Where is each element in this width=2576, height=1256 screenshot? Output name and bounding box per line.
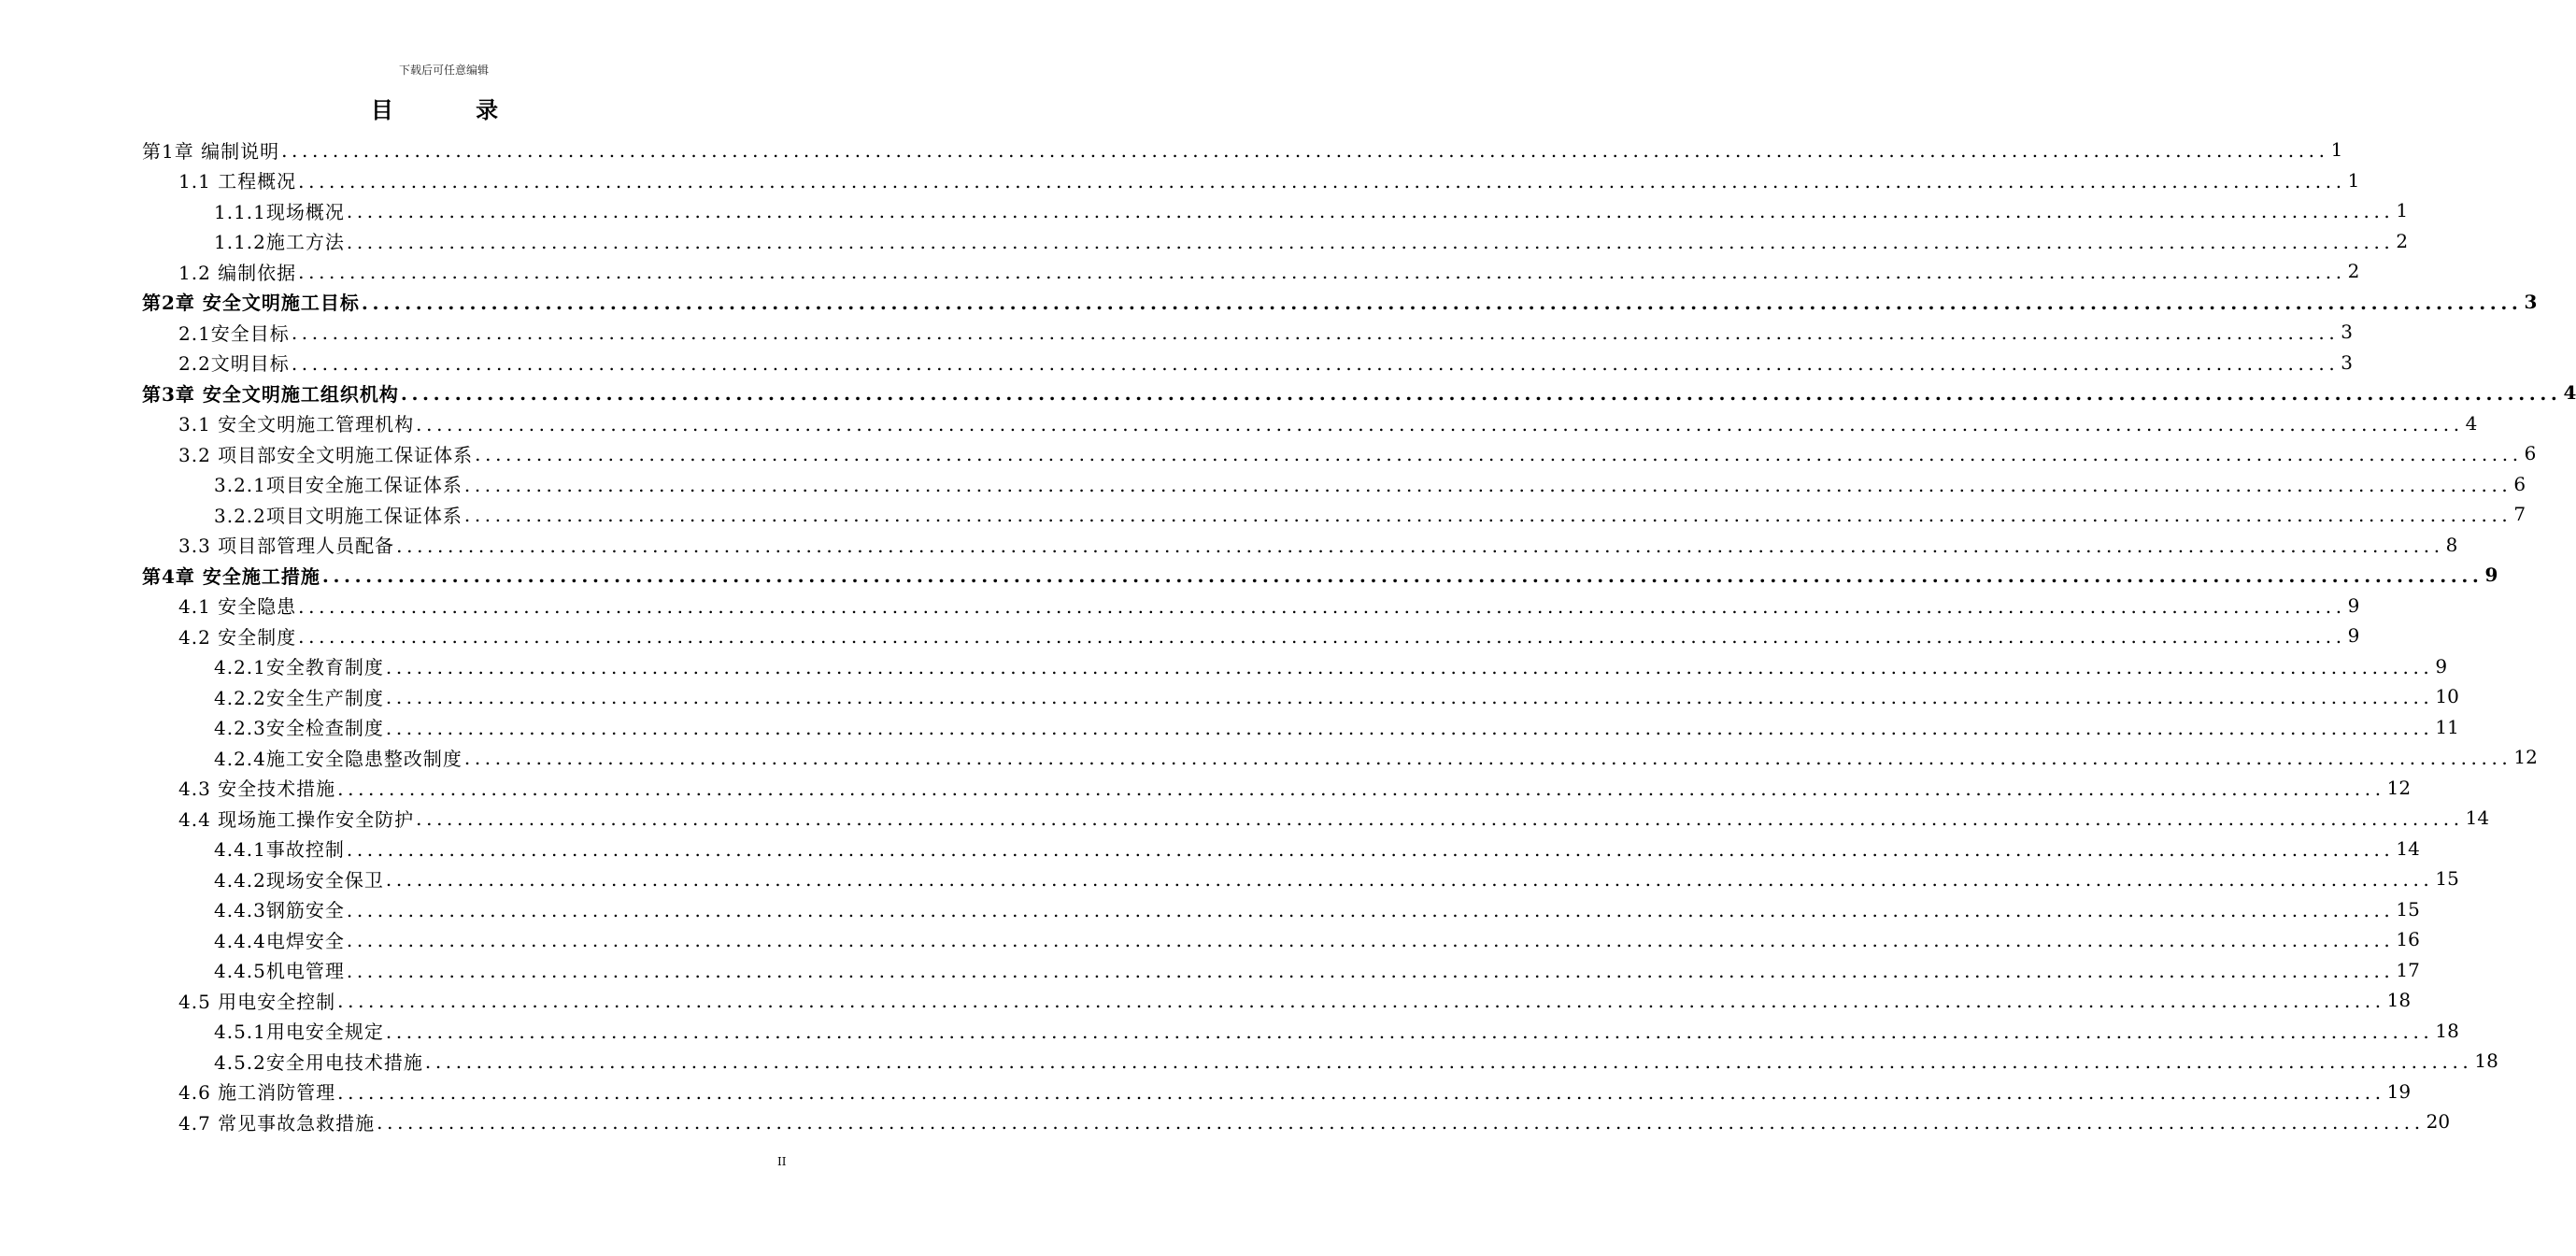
toc-entry-label: 4.4.4电焊安全 — [214, 929, 345, 952]
toc-entry[interactable] — [142, 378, 2576, 408]
toc-entry-page: 15 — [2396, 897, 2420, 921]
toc-entry[interactable] — [214, 499, 2526, 530]
toc-leader-dots: ........................................................................................................................................................................................................ — [463, 504, 2512, 527]
toc-entry-label: 4.2.2安全生产制度 — [214, 686, 384, 709]
toc-entry-page: 9 — [2484, 564, 2498, 587]
toc-entry-page: 3 — [2524, 290, 2538, 313]
toc-leader-dots: ........................................................................................................................................................................................................ — [346, 929, 2395, 952]
toc-entry-label: 第4章 安全施工措施 — [142, 564, 320, 588]
toc-entry[interactable] — [178, 1077, 2412, 1107]
toc-entry[interactable] — [214, 226, 2409, 257]
toc-entry[interactable] — [178, 530, 2458, 561]
toc-entry-page: 14 — [2396, 836, 2420, 860]
toc-entry-label: 4.2.4施工安全隐患整改制度 — [214, 747, 463, 770]
toc-entry-page: 4 — [2563, 381, 2576, 405]
toc-entry-label: 4.4 现场施工操作安全防护 — [178, 807, 415, 831]
toc-entry-label: 4.4.1事故控制 — [214, 838, 345, 862]
toc-leader-dots: ........................................................................................................................................................................................................ — [385, 655, 2434, 678]
toc-leader-dots: ........................................................................................................................................................................................................ — [346, 200, 2395, 223]
toc-leader-dots: ........................................................................................................................................................................................................ — [377, 1111, 2425, 1135]
toc-entry[interactable] — [178, 256, 2360, 287]
toc-entry-page: 12 — [2513, 746, 2538, 769]
toc-leader-dots: ........................................................................................................................................................................................................ — [346, 837, 2395, 861]
toc-entry-page: 1 — [2330, 138, 2343, 162]
toc-leader-dots: ........................................................................................................................................................................................................ — [346, 959, 2395, 982]
toc-entry[interactable] — [214, 894, 2420, 925]
toc-entry-page: 1 — [2396, 199, 2409, 222]
toc-entry-page: 9 — [2347, 624, 2360, 648]
toc-entry-label: 第3章 安全文明施工组织机构 — [142, 382, 399, 406]
toc-leader-dots: ........................................................................................................................................................................................................ — [281, 139, 2329, 163]
toc-entry-label: 1.1.1现场概况 — [214, 200, 345, 223]
toc-entry[interactable] — [214, 834, 2420, 864]
toc-entry-page: 7 — [2513, 503, 2526, 526]
toc-entry-label: 4.3 安全技术措施 — [178, 778, 336, 801]
toc-leader-dots: ........................................................................................................................................................................................................ — [346, 898, 2395, 921]
toc-entry-label: 4.1 安全隐患 — [178, 595, 297, 619]
toc-entry-label: 3.2 项目部安全文明施工保证体系 — [178, 443, 474, 466]
table-of-contents — [0, 135, 2576, 1137]
toc-entry-page: 15 — [2435, 867, 2459, 891]
toc-entry[interactable] — [214, 864, 2459, 894]
toc-leader-dots: ........................................................................................................................................................................................................ — [385, 868, 2434, 892]
toc-entry[interactable] — [214, 195, 2409, 226]
toc-entry-page: 2 — [2396, 229, 2409, 252]
toc-entry[interactable] — [178, 591, 2360, 621]
toc-entry-label: 4.2 安全制度 — [178, 625, 297, 649]
toc-entry-page: 3 — [2341, 321, 2354, 344]
toc-leader-dots: ........................................................................................................................................................................................................ — [416, 807, 2464, 831]
toc-leader-dots: ........................................................................................................................................................................................................ — [298, 261, 2346, 284]
toc-entry-label: 4.4.3钢筋安全 — [214, 899, 345, 922]
toc-entry-label: 4.5.1用电安全规定 — [214, 1020, 384, 1044]
toc-leader-dots: ........................................................................................................................................................................................................ — [291, 351, 2340, 375]
toc-entry[interactable] — [142, 135, 2343, 165]
toc-entry-page: 17 — [2396, 958, 2420, 981]
toc-entry-page: 14 — [2465, 806, 2490, 830]
toc-leader-dots: ........................................................................................................................................................................................................ — [475, 443, 2523, 466]
toc-entry-label: 3.2.2项目文明施工保证体系 — [214, 504, 463, 527]
toc-entry-page: 10 — [2435, 685, 2459, 708]
toc-entry[interactable] — [178, 438, 2537, 469]
toc-entry[interactable] — [214, 681, 2459, 712]
toc-entry-page: 9 — [2435, 654, 2448, 678]
toc-leader-dots: ........................................................................................................................................................................................................ — [337, 1080, 2385, 1104]
toc-entry[interactable] — [142, 560, 2498, 591]
toc-entry[interactable] — [214, 651, 2448, 682]
toc-entry-page: 1 — [2347, 168, 2360, 192]
toc-entry-page: 16 — [2396, 928, 2420, 951]
toc-title: 目 录 — [370, 96, 536, 123]
toc-leader-dots: ........................................................................................................................................................................................................ — [396, 534, 2444, 557]
toc-entry-page: 9 — [2347, 593, 2360, 617]
toc-entry[interactable] — [214, 469, 2526, 500]
toc-entry[interactable] — [214, 924, 2420, 955]
toc-entry-page: 6 — [2513, 472, 2526, 495]
toc-entry-label: 3.1 安全文明施工管理机构 — [178, 413, 415, 436]
toc-entry-label: 3.2.1项目安全施工保证体系 — [214, 474, 463, 497]
toc-entry-page: 4 — [2465, 411, 2478, 435]
toc-entry-page: 6 — [2524, 442, 2537, 465]
toc-entry-label: 1.2 编制依据 — [178, 261, 297, 284]
toc-leader-dots: ........................................................................................................................................................................................................ — [463, 747, 2512, 770]
toc-entry-label: 4.5 用电安全控制 — [178, 990, 336, 1013]
toc-leader-dots: ........................................................................................................................................................................................................ — [424, 1050, 2473, 1074]
toc-entry[interactable] — [214, 955, 2420, 986]
toc-leader-dots: ........................................................................................................................................................................................................ — [298, 169, 2346, 193]
toc-entry[interactable] — [142, 287, 2538, 318]
toc-leader-dots: ........................................................................................................................................................................................................ — [385, 1020, 2434, 1043]
toc-entry[interactable] — [178, 803, 2490, 834]
toc-entry-label: 1.1.2施工方法 — [214, 231, 345, 254]
toc-leader-dots: ........................................................................................................................................................................................................ — [400, 382, 2562, 406]
toc-entry[interactable] — [178, 348, 2354, 378]
toc-leader-dots: ........................................................................................................................................................................................................ — [385, 686, 2434, 709]
toc-entry-label: 4.2.1安全教育制度 — [214, 656, 384, 679]
toc-entry[interactable] — [178, 165, 2360, 196]
toc-entry-page: 11 — [2435, 715, 2459, 738]
toc-entry-label: 4.6 施工消防管理 — [178, 1081, 336, 1105]
toc-entry[interactable] — [214, 712, 2459, 743]
toc-entry[interactable] — [178, 1106, 2451, 1137]
toc-leader-dots: ........................................................................................................................................................................................................ — [321, 564, 2483, 588]
toc-entry-label: 1.1 工程概况 — [178, 170, 297, 193]
toc-entry-label: 3.3 项目部管理人员配备 — [178, 535, 395, 558]
toc-entry-label: 4.5.2安全用电技术措施 — [214, 1050, 423, 1074]
toc-entry-page: 12 — [2386, 776, 2412, 799]
toc-leader-dots: ........................................................................................................................................................................................................ — [346, 230, 2395, 253]
toc-entry-page: 19 — [2386, 1079, 2412, 1103]
page-number: II — [777, 1155, 787, 1168]
toc-entry-label: 2.1安全目标 — [178, 321, 290, 345]
toc-entry[interactable] — [178, 773, 2412, 804]
toc-entry[interactable] — [214, 1016, 2459, 1047]
toc-entry-page: 8 — [2445, 533, 2458, 556]
toc-entry-page: 18 — [2474, 1049, 2498, 1073]
toc-entry[interactable] — [178, 621, 2360, 651]
toc-entry[interactable] — [214, 1046, 2498, 1077]
toc-entry-page: 2 — [2347, 260, 2360, 283]
toc-leader-dots: ........................................................................................................................................................................................................ — [463, 473, 2512, 496]
toc-entry-page: 20 — [2426, 1110, 2451, 1134]
toc-leader-dots: ........................................................................................................................................................................................................ — [416, 412, 2464, 435]
toc-entry-page: 18 — [2435, 1019, 2459, 1042]
toc-entry[interactable] — [178, 985, 2412, 1016]
toc-leader-dots: ........................................................................................................................................................................................................ — [298, 625, 2346, 649]
toc-entry-page: 3 — [2341, 350, 2354, 374]
toc-entry[interactable] — [214, 742, 2538, 773]
toc-leader-dots: ........................................................................................................................................................................................................ — [361, 291, 2523, 314]
toc-entry-label: 第2章 安全文明施工目标 — [142, 292, 360, 315]
toc-entry-label: 4.2.3安全检查制度 — [214, 717, 384, 740]
toc-leader-dots: ........................................................................................................................................................................................................ — [291, 321, 2340, 345]
header-note: 下载后可任意编辑 — [398, 64, 489, 77]
toc-leader-dots: ........................................................................................................................................................................................................ — [298, 594, 2346, 618]
toc-entry-page: 18 — [2386, 989, 2412, 1012]
toc-entry-label: 2.2文明目标 — [178, 352, 290, 376]
toc-leader-dots: ........................................................................................................................................................................................................ — [337, 990, 2385, 1013]
toc-leader-dots: ........................................................................................................................................................................................................ — [385, 716, 2434, 739]
toc-entry[interactable] — [178, 408, 2478, 439]
toc-entry-label: 4.4.5机电管理 — [214, 960, 345, 983]
toc-leader-dots: ........................................................................................................................................................................................................ — [337, 777, 2385, 800]
toc-entry-label: 第1章 编制说明 — [142, 139, 280, 163]
toc-entry[interactable] — [178, 317, 2354, 348]
toc-entry-label: 4.4.2现场安全保卫 — [214, 868, 384, 892]
toc-entry-label: 4.7 常见事故急救措施 — [178, 1111, 376, 1135]
